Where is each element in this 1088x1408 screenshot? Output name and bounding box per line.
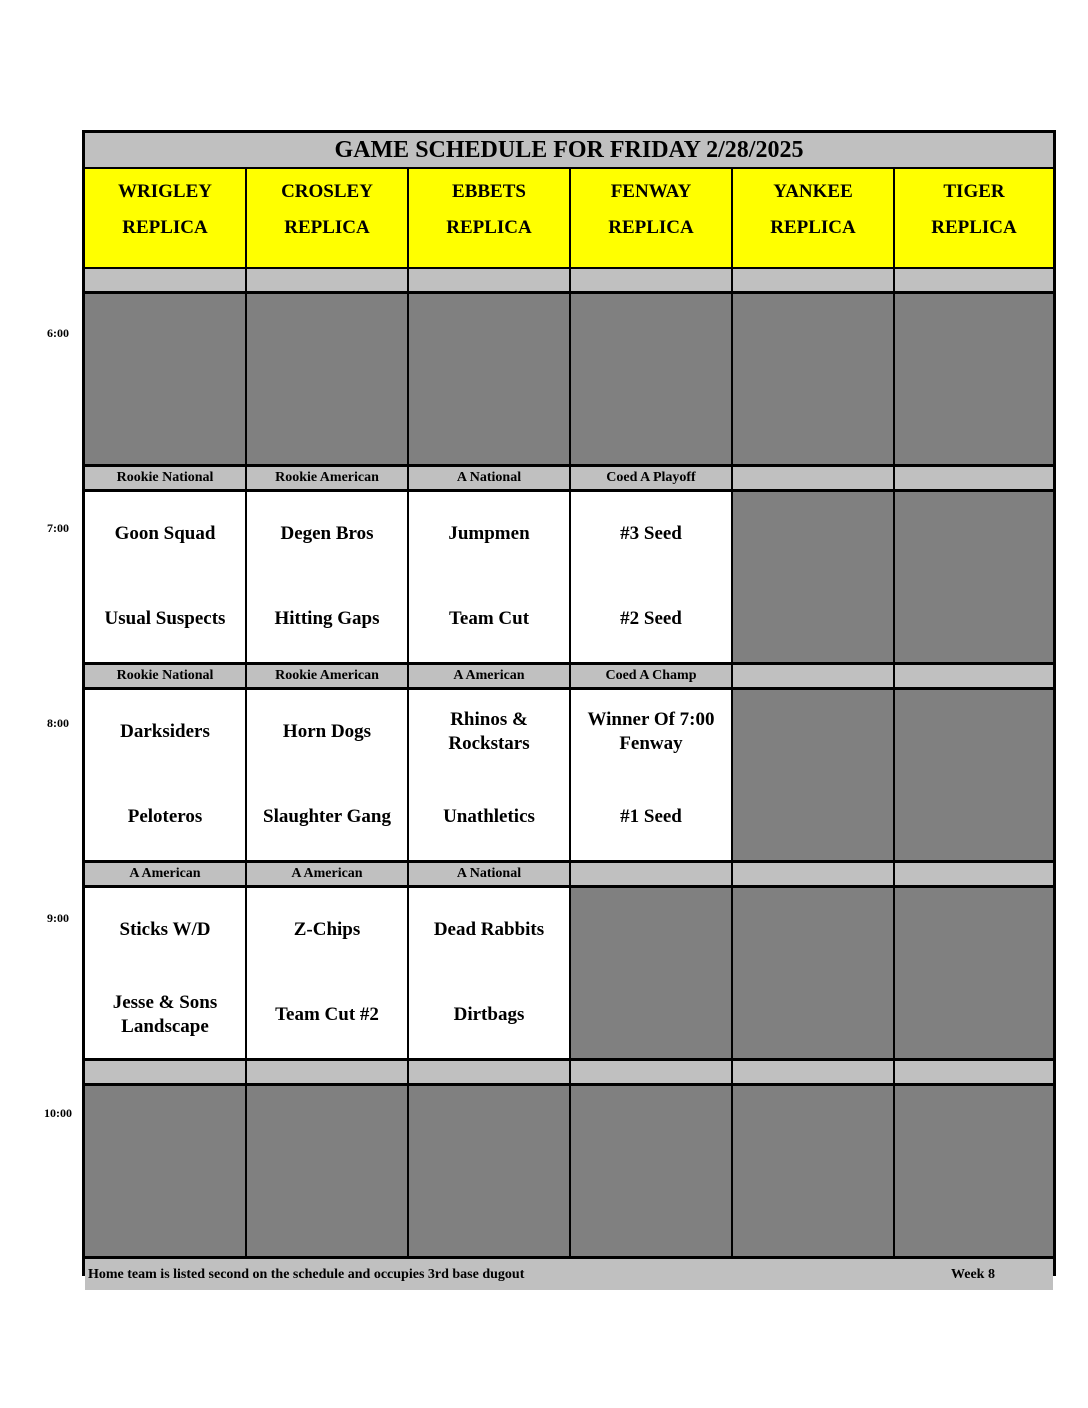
division-row bbox=[85, 863, 1053, 885]
division-label bbox=[733, 1061, 895, 1083]
division-label bbox=[571, 863, 733, 885]
division-label bbox=[733, 269, 895, 291]
timeslot-row bbox=[85, 294, 1053, 464]
empty-slot bbox=[247, 1086, 409, 1256]
division-label bbox=[571, 1061, 733, 1083]
empty-slot bbox=[571, 1086, 733, 1256]
field-type: REPLICA bbox=[122, 217, 208, 238]
empty-slot bbox=[409, 1086, 571, 1256]
away-team: Horn Dogs bbox=[282, 721, 372, 742]
home-team: Team Cut bbox=[448, 608, 530, 629]
division-label bbox=[895, 863, 1053, 885]
field-header-fenway bbox=[571, 169, 733, 267]
row-divider bbox=[85, 1083, 1053, 1085]
field-name: EBBETS bbox=[452, 181, 526, 202]
field-header-ebbets bbox=[409, 169, 571, 267]
away-team: Rhinos & Rockstars bbox=[448, 709, 530, 754]
home-team: Usual Suspects bbox=[104, 608, 226, 629]
division-label: Rookie National bbox=[85, 467, 247, 489]
field-type: REPLICA bbox=[931, 217, 1017, 238]
game-cell bbox=[85, 492, 247, 662]
game-cell bbox=[85, 888, 247, 1058]
time-label: 10:00 bbox=[44, 1106, 72, 1120]
division-label: Rookie National bbox=[85, 665, 247, 687]
empty-slot bbox=[571, 294, 733, 464]
division-label bbox=[733, 665, 895, 687]
away-team: Darksiders bbox=[120, 721, 210, 742]
game-cell bbox=[409, 888, 571, 1058]
timeslot-row bbox=[85, 1086, 1053, 1256]
empty-slot bbox=[895, 492, 1053, 662]
timeslot-row bbox=[85, 690, 1053, 860]
division-label: Coed A Playoff bbox=[571, 467, 733, 489]
field-name: CROSLEY bbox=[281, 181, 373, 202]
home-team: Slaughter Gang bbox=[263, 806, 391, 827]
empty-slot bbox=[895, 888, 1053, 1058]
division-label: A American bbox=[85, 863, 247, 885]
empty-slot bbox=[733, 1086, 895, 1256]
away-team: Sticks W/D bbox=[119, 919, 211, 940]
division-label bbox=[733, 467, 895, 489]
empty-slot bbox=[85, 294, 247, 464]
home-team: Peloteros bbox=[127, 806, 203, 827]
row-divider bbox=[85, 860, 1053, 862]
game-cell bbox=[247, 888, 409, 1058]
away-team: Z-Chips bbox=[293, 919, 361, 940]
empty-slot bbox=[733, 294, 895, 464]
home-team: #2 Seed bbox=[620, 608, 682, 629]
field-type: REPLICA bbox=[284, 217, 370, 238]
time-label: 6:00 bbox=[47, 326, 69, 340]
empty-slot bbox=[895, 690, 1053, 860]
division-label: A National bbox=[409, 863, 571, 885]
empty-slot bbox=[85, 1086, 247, 1256]
row-divider bbox=[85, 291, 1053, 293]
row-divider bbox=[85, 1058, 1053, 1060]
row-divider bbox=[85, 1256, 1053, 1258]
row-divider bbox=[85, 885, 1053, 887]
away-team: #3 Seed bbox=[620, 523, 682, 544]
field-header-yankee bbox=[733, 169, 895, 267]
division-label bbox=[85, 269, 247, 291]
division-row bbox=[85, 467, 1053, 489]
game-cell bbox=[247, 690, 409, 860]
schedule-table bbox=[82, 130, 1056, 1282]
division-row bbox=[85, 665, 1053, 687]
field-header-wrigley bbox=[85, 169, 247, 267]
division-label: Coed A Champ bbox=[571, 665, 733, 687]
timeslot-row bbox=[85, 888, 1053, 1058]
division-label bbox=[895, 665, 1053, 687]
empty-slot bbox=[895, 294, 1053, 464]
field-type: REPLICA bbox=[608, 217, 694, 238]
away-team: Degen Bros bbox=[280, 523, 374, 544]
home-team: Dirtbags bbox=[453, 1004, 525, 1025]
empty-slot bbox=[733, 690, 895, 860]
game-cell bbox=[85, 690, 247, 860]
field-header-tiger bbox=[895, 169, 1053, 267]
division-row bbox=[85, 1061, 1053, 1083]
division-label: A American bbox=[409, 665, 571, 687]
empty-slot bbox=[895, 1086, 1053, 1256]
division-row bbox=[85, 269, 1053, 291]
row-divider bbox=[85, 464, 1053, 466]
away-team: Winner Of 7:00 Fenway bbox=[587, 709, 715, 754]
division-label bbox=[247, 269, 409, 291]
row-divider bbox=[85, 687, 1053, 689]
field-type: REPLICA bbox=[446, 217, 532, 238]
division-label: Rookie American bbox=[247, 467, 409, 489]
time-label: 9:00 bbox=[47, 911, 69, 925]
division-label: A American bbox=[247, 863, 409, 885]
empty-slot bbox=[733, 492, 895, 662]
empty-slot bbox=[247, 294, 409, 464]
home-team: Hitting Gaps bbox=[274, 608, 380, 629]
home-team: Team Cut #2 bbox=[275, 1004, 379, 1025]
division-label bbox=[895, 467, 1053, 489]
empty-slot bbox=[733, 888, 895, 1058]
row-divider bbox=[85, 489, 1053, 491]
game-cell bbox=[409, 492, 571, 662]
game-cell bbox=[571, 690, 733, 860]
field-header-row bbox=[85, 169, 1053, 267]
division-label: A National bbox=[409, 467, 571, 489]
field-name: YANKEE bbox=[773, 181, 853, 202]
field-type: REPLICA bbox=[770, 217, 856, 238]
game-cell bbox=[571, 492, 733, 662]
division-label bbox=[571, 269, 733, 291]
week-label: Week 8 bbox=[951, 1267, 995, 1282]
footer-bar bbox=[85, 1259, 1053, 1290]
schedule-title: GAME SCHEDULE FOR FRIDAY 2/28/2025 bbox=[85, 133, 1053, 169]
row-divider bbox=[85, 662, 1053, 664]
division-label bbox=[409, 1061, 571, 1083]
division-label bbox=[733, 863, 895, 885]
home-team: Jesse & Sons Landscape bbox=[112, 992, 218, 1037]
away-team: Dead Rabbits bbox=[433, 919, 545, 940]
division-label: Rookie American bbox=[247, 665, 409, 687]
time-label: 7:00 bbox=[47, 521, 69, 535]
division-label bbox=[85, 1061, 247, 1083]
home-team: Unathletics bbox=[443, 806, 535, 827]
division-label bbox=[247, 1061, 409, 1083]
division-label bbox=[895, 1061, 1053, 1083]
field-name: FENWAY bbox=[610, 181, 692, 202]
timeslot-row bbox=[85, 492, 1053, 662]
division-label bbox=[895, 269, 1053, 291]
home-team: #1 Seed bbox=[620, 806, 682, 827]
time-label: 8:00 bbox=[47, 716, 69, 730]
footer-note: Home team is listed second on the schedule and occupies 3rd base dugout bbox=[88, 1267, 525, 1282]
game-cell bbox=[247, 492, 409, 662]
field-name: TIGER bbox=[943, 181, 1005, 202]
division-label bbox=[409, 269, 571, 291]
field-header-crosley bbox=[247, 169, 409, 267]
empty-slot bbox=[409, 294, 571, 464]
game-cell bbox=[409, 690, 571, 860]
empty-slot bbox=[571, 888, 733, 1058]
field-name: WRIGLEY bbox=[118, 181, 212, 202]
away-team: Goon Squad bbox=[114, 523, 216, 544]
away-team: Jumpmen bbox=[448, 523, 530, 544]
